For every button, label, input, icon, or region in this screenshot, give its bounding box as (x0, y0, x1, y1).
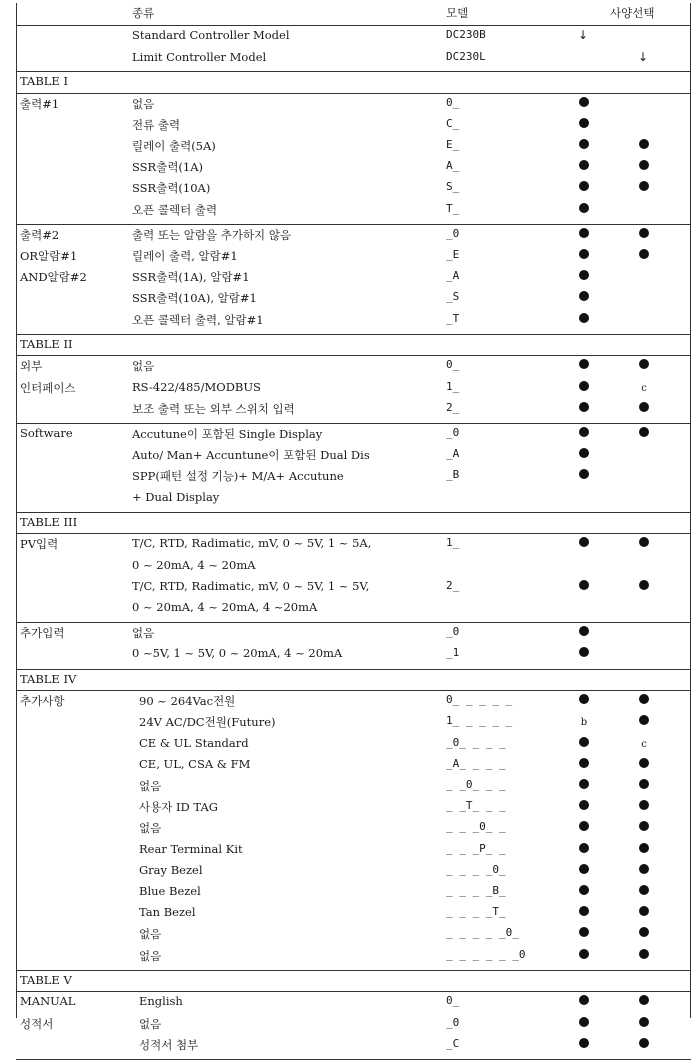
option-name: SSR출력(1A), 알람#1 (132, 270, 250, 285)
option-row (16, 994, 691, 1015)
option-limit-mark (636, 799, 652, 813)
selection-dot (639, 537, 649, 547)
option-row (16, 646, 691, 667)
option-limit-mark (636, 248, 652, 262)
option-row (16, 926, 691, 947)
selection-dot (579, 800, 589, 810)
selection-dot (579, 737, 589, 747)
option-name: 24V AC/DC전원(Future) (139, 715, 276, 730)
option-standard-mark (576, 426, 592, 440)
option-standard-mark (576, 447, 592, 461)
option-limit-mark (636, 842, 652, 856)
group-label: 추가사항 (20, 694, 65, 709)
option-limit-mark (636, 693, 652, 707)
option-row (16, 248, 691, 269)
option-limit-mark (636, 863, 652, 877)
option-row (16, 536, 691, 557)
selection-dot (579, 843, 589, 853)
table-title: TABLE I (20, 74, 69, 88)
option-limit-mark (636, 1037, 652, 1051)
selection-dot (579, 270, 589, 280)
option-name: CE & UL Standard (139, 735, 249, 750)
option-standard-mark (576, 625, 592, 639)
group-label: PV입력 (20, 537, 59, 552)
group-label: AND알람#2 (20, 270, 87, 285)
option-row (16, 579, 691, 600)
option-code: _0 (446, 625, 460, 639)
option-standard-mark (576, 736, 592, 750)
option-row (16, 1037, 691, 1058)
model-row (16, 50, 691, 70)
option-code: E_ (446, 138, 460, 151)
option-row (16, 714, 691, 735)
option-row (16, 380, 691, 401)
selection-dot (639, 359, 649, 369)
option-standard-mark (576, 994, 592, 1008)
selection-dot (579, 864, 589, 874)
selection-dot (639, 779, 649, 789)
selection-dot (579, 580, 589, 590)
option-row (16, 227, 691, 248)
option-code: _B (446, 468, 460, 482)
option-name: SSR출력(1A) (132, 160, 204, 175)
selection-dot (579, 291, 589, 301)
table-title: TABLE III (20, 514, 78, 529)
option-limit-mark (636, 926, 652, 940)
option-name: 없음 (132, 626, 155, 641)
option-code: _0 (446, 226, 460, 240)
selection-dot (639, 181, 649, 191)
selection-dot (579, 313, 589, 323)
option-code: _A (446, 269, 460, 283)
selection-dot (579, 626, 589, 636)
selection-dot (639, 800, 649, 810)
option-standard-mark (576, 820, 592, 834)
option-standard-mark (576, 358, 592, 372)
option-row (16, 757, 691, 778)
option-code: 1_ (446, 536, 460, 550)
option-row (16, 138, 691, 159)
option-name: 릴레이 출력, 알람#1 (132, 249, 238, 263)
option-name: + Dual Display (132, 489, 220, 504)
option-name: 사용자 ID TAG (139, 800, 218, 815)
option-name: 없음 (139, 948, 162, 963)
option-limit-mark (636, 426, 652, 440)
selection-dot (639, 249, 649, 259)
option-limit-mark (636, 778, 652, 792)
option-name: Accutune이 포함된 Single Display (132, 427, 323, 441)
option-name: English (139, 994, 183, 1009)
option-row (16, 468, 691, 489)
option-code: _ _ _ _T_ (446, 905, 506, 919)
selection-dot (579, 402, 589, 412)
option-standard-mark (576, 714, 592, 728)
option-code: _ _0_ _ _ (446, 778, 506, 791)
option-row (16, 1016, 691, 1037)
divider-line (16, 224, 691, 225)
option-code: C_ (446, 116, 460, 130)
selection-dot (639, 927, 649, 937)
group-label: 출력#1 (20, 96, 60, 111)
down-arrow-icon: ↓ (578, 28, 589, 42)
option-code: 2_ (446, 578, 460, 592)
option-code: 0_ (446, 358, 460, 372)
divider-line (16, 93, 691, 94)
down-arrow-icon: ↓ (638, 50, 649, 64)
option-row (16, 290, 691, 311)
option-standard-mark (576, 778, 592, 792)
table-title: TABLE II (20, 336, 73, 351)
option-row (16, 693, 691, 714)
selection-dot (579, 927, 589, 937)
selection-dot (639, 995, 649, 1005)
option-standard-mark (576, 863, 592, 877)
option-standard-mark (576, 693, 592, 707)
option-limit-mark (636, 757, 652, 771)
selection-dot (639, 949, 649, 959)
header-option: 사양선택 (610, 6, 655, 20)
option-name: Gray Bezel (139, 862, 203, 877)
option-standard-mark (576, 468, 592, 482)
selection-dot (639, 864, 649, 874)
option-row (16, 426, 691, 447)
group-label: OR알람#1 (20, 249, 78, 263)
selection-dot (579, 906, 589, 916)
selection-dot (639, 139, 649, 149)
option-code: _0 (446, 426, 460, 439)
option-standard-mark (576, 380, 592, 394)
option-name: 오픈 콜렉터 출력, 알람#1 (132, 312, 264, 327)
option-code: _ _ _ _0_ (446, 862, 506, 876)
option-limit-mark (636, 358, 652, 372)
option-code: _ _ _ _B_ (446, 884, 506, 897)
option-row (16, 159, 691, 180)
option-name: 릴레이 출력(5A) (132, 139, 216, 153)
option-row (16, 312, 691, 333)
option-limit-mark (636, 905, 652, 919)
model-code: DC230L (446, 50, 486, 63)
selection-note: c (641, 738, 647, 750)
option-row (16, 558, 691, 579)
option-standard-mark (576, 401, 592, 415)
selection-dot (579, 758, 589, 768)
selection-dot (579, 118, 589, 128)
model-name: Limit Controller Model (132, 50, 267, 64)
selection-dot (579, 647, 589, 657)
group-label: 성적서 (20, 1016, 54, 1031)
option-standard-mark (576, 138, 592, 152)
selection-dot (579, 181, 589, 191)
selection-dot (579, 381, 589, 391)
selection-dot (579, 779, 589, 789)
option-code: _A_ _ _ _ (446, 756, 506, 770)
selection-dot (579, 1038, 589, 1048)
option-name: 오픈 콜렉터 출력 (132, 202, 218, 217)
option-row (16, 401, 691, 422)
option-name: 없음 (139, 779, 162, 793)
option-code: _ _ _ _ _0_ (446, 926, 519, 940)
option-name: Blue Bezel (139, 884, 201, 898)
option-row (16, 736, 691, 757)
option-limit-mark (636, 227, 652, 241)
divider-line (16, 533, 691, 534)
selection-dot (579, 537, 589, 547)
option-code: _ _T_ _ _ (446, 799, 506, 813)
selection-dot (579, 469, 589, 479)
option-standard-mark (576, 227, 592, 241)
group-label: 출력#2 (20, 227, 60, 242)
selection-dot (579, 694, 589, 704)
option-row (16, 269, 691, 290)
option-standard-mark (576, 202, 592, 216)
option-name: 0 ~ 20mA, 4 ~ 20mA, 4 ~20mA (132, 600, 318, 614)
divider-line (16, 71, 691, 72)
option-limit-mark (636, 820, 652, 834)
option-code: _0 (446, 1015, 460, 1029)
option-name: Tan Bezel (139, 905, 196, 920)
option-standard-mark (576, 269, 592, 283)
model-row (16, 28, 691, 48)
option-row (16, 799, 691, 820)
model-code: DC230B (446, 28, 486, 41)
option-name: 전류 출력 (132, 117, 181, 132)
option-row (16, 117, 691, 138)
option-limit-mark (636, 180, 652, 194)
option-standard-mark (576, 905, 592, 919)
option-standard-mark (576, 1016, 592, 1030)
option-name: 보조 출력 또는 외부 스위치 입력 (132, 401, 295, 416)
option-standard-mark (576, 1037, 592, 1051)
option-code: S_ (446, 180, 460, 194)
option-standard-mark (576, 290, 592, 304)
option-name: SSR출력(10A), 알람#1 (132, 291, 257, 306)
group-label: 인터페이스 (20, 380, 76, 395)
option-standard-mark (576, 180, 592, 194)
option-standard-mark (576, 646, 592, 660)
selection-dot (639, 715, 649, 725)
option-code: 1_ _ _ _ _ (446, 714, 513, 728)
divider-line (16, 25, 691, 26)
selection-dot (579, 97, 589, 107)
option-name: CE, UL, CSA & FM (139, 756, 251, 771)
option-standard-mark (576, 884, 592, 898)
selection-dot (579, 448, 589, 458)
group-label: 추가입력 (20, 626, 65, 641)
option-code: _ _ _P_ _ (446, 841, 506, 855)
selection-dot (579, 995, 589, 1005)
selection-dot (639, 228, 649, 238)
option-row (16, 625, 691, 646)
option-name: 없음 (139, 821, 162, 836)
option-name: SSR출력(10A) (132, 181, 211, 196)
option-standard-mark (576, 799, 592, 813)
header-row (16, 5, 691, 25)
option-row (16, 447, 691, 468)
divider-line (16, 423, 691, 424)
option-standard-mark (576, 96, 592, 110)
table-title: TABLE IV (20, 671, 77, 686)
option-standard-mark (576, 117, 592, 131)
divider-line (16, 355, 691, 356)
group-label: MANUAL (20, 994, 76, 1009)
divider-line (16, 334, 691, 335)
option-code: _1 (446, 646, 460, 660)
option-limit-mark (636, 736, 652, 750)
selection-dot (639, 1038, 649, 1048)
option-name: 90 ~ 264Vac전원 (139, 694, 236, 709)
option-row (16, 863, 691, 884)
selection-dot (579, 203, 589, 213)
selection-dot (579, 427, 589, 437)
option-name: SPP(패턴 설정 기능)+ M/A+ Accutune (132, 469, 344, 484)
selection-dot (579, 821, 589, 831)
header-model: 모델 (446, 6, 469, 20)
selection-dot (639, 160, 649, 170)
option-name: T/C, RTD, Radimatic, mV, 0 ~ 5V, 1 ~ 5A, (132, 536, 372, 551)
option-row (16, 490, 691, 511)
header-type: 종류 (132, 6, 155, 20)
option-row (16, 820, 691, 841)
divider-line (16, 669, 691, 670)
option-standard-mark (576, 948, 592, 962)
option-code: 1_ (446, 379, 460, 393)
option-code: _A (446, 447, 460, 461)
option-code: _ _ _ _ _ _0 (446, 947, 526, 961)
option-name: Auto/ Man+ Accuntune이 포함된 Dual Dis (132, 448, 370, 463)
option-name: 성적서 첨부 (139, 1037, 199, 1052)
option-code: _ _ _0_ _ (446, 820, 506, 834)
selection-dot (639, 758, 649, 768)
option-standard-mark (576, 842, 592, 856)
option-row (16, 905, 691, 926)
option-limit-mark (636, 138, 652, 152)
option-code: _T (446, 311, 460, 325)
option-name: 없음 (139, 927, 162, 942)
option-row (16, 180, 691, 201)
option-name: 출력 또는 알람을 추가하지 않음 (132, 227, 292, 242)
group-label: Software (20, 426, 73, 440)
option-row (16, 842, 691, 863)
option-code: _E (446, 248, 460, 261)
selection-note: b (580, 717, 588, 729)
option-name: T/C, RTD, Radimatic, mV, 0 ~ 5V, 1 ~ 5V, (132, 578, 370, 593)
divider-line (16, 690, 691, 691)
divider-line (16, 622, 691, 623)
option-code: A_ (446, 159, 460, 173)
spec-selection-table (16, 3, 691, 1052)
option-limit-mark (636, 380, 652, 394)
selection-dot (579, 885, 589, 895)
option-standard-mark (576, 536, 592, 550)
model-name: Standard Controller Model (132, 28, 290, 42)
option-name: 없음 (132, 96, 155, 111)
option-limit-mark (636, 579, 652, 593)
option-row (16, 948, 691, 969)
selection-dot (639, 427, 649, 437)
option-limit-mark (636, 714, 652, 728)
selection-dot (579, 160, 589, 170)
selection-dot (579, 359, 589, 369)
option-standard-mark (576, 248, 592, 262)
option-limit-mark (636, 159, 652, 173)
option-name: 0 ~ 20mA, 4 ~ 20mA (132, 557, 256, 572)
option-code: _C (446, 1036, 460, 1050)
selection-note: c (641, 382, 647, 394)
selection-dot (639, 694, 649, 704)
option-row (16, 202, 691, 223)
option-name: Rear Terminal Kit (139, 841, 243, 856)
selection-dot (639, 821, 649, 831)
divider-line (16, 512, 691, 513)
selection-dot (639, 885, 649, 895)
option-limit-mark (636, 948, 652, 962)
divider-line (16, 970, 691, 971)
selection-dot (579, 249, 589, 259)
option-name: 0 ~5V, 1 ~ 5V, 0 ~ 20mA, 4 ~ 20mA (132, 646, 343, 661)
selection-dot (579, 139, 589, 149)
divider-line (16, 991, 691, 992)
option-limit-mark (636, 536, 652, 550)
option-row (16, 600, 691, 621)
option-code: 0_ (446, 95, 460, 109)
table-title: TABLE V (20, 972, 72, 987)
option-row (16, 778, 691, 799)
option-row (16, 884, 691, 905)
option-standard-mark (576, 159, 592, 173)
option-limit-mark (636, 401, 652, 415)
selection-dot (579, 949, 589, 959)
option-standard-mark (576, 312, 592, 326)
option-name: 없음 (139, 1016, 162, 1031)
option-limit-mark (636, 1016, 652, 1030)
option-code: 2_ (446, 400, 460, 414)
option-code: 0_ _ _ _ _ (446, 693, 513, 707)
option-code: T_ (446, 201, 460, 215)
option-code: 0_ (446, 994, 460, 1008)
option-limit-mark (636, 994, 652, 1008)
option-row (16, 96, 691, 117)
option-standard-mark (576, 757, 592, 771)
option-code: _S (446, 290, 460, 304)
option-standard-mark (576, 926, 592, 940)
selection-dot (579, 228, 589, 238)
selection-dot (639, 580, 649, 590)
selection-dot (639, 843, 649, 853)
group-label: 외부 (20, 359, 43, 374)
option-name: 없음 (132, 359, 155, 374)
selection-dot (639, 906, 649, 916)
option-limit-mark (636, 884, 652, 898)
option-name: RS-422/485/MODBUS (132, 379, 261, 394)
selection-dot (639, 402, 649, 412)
option-code: _0_ _ _ _ (446, 735, 506, 749)
option-standard-mark (576, 579, 592, 593)
option-row (16, 358, 691, 379)
